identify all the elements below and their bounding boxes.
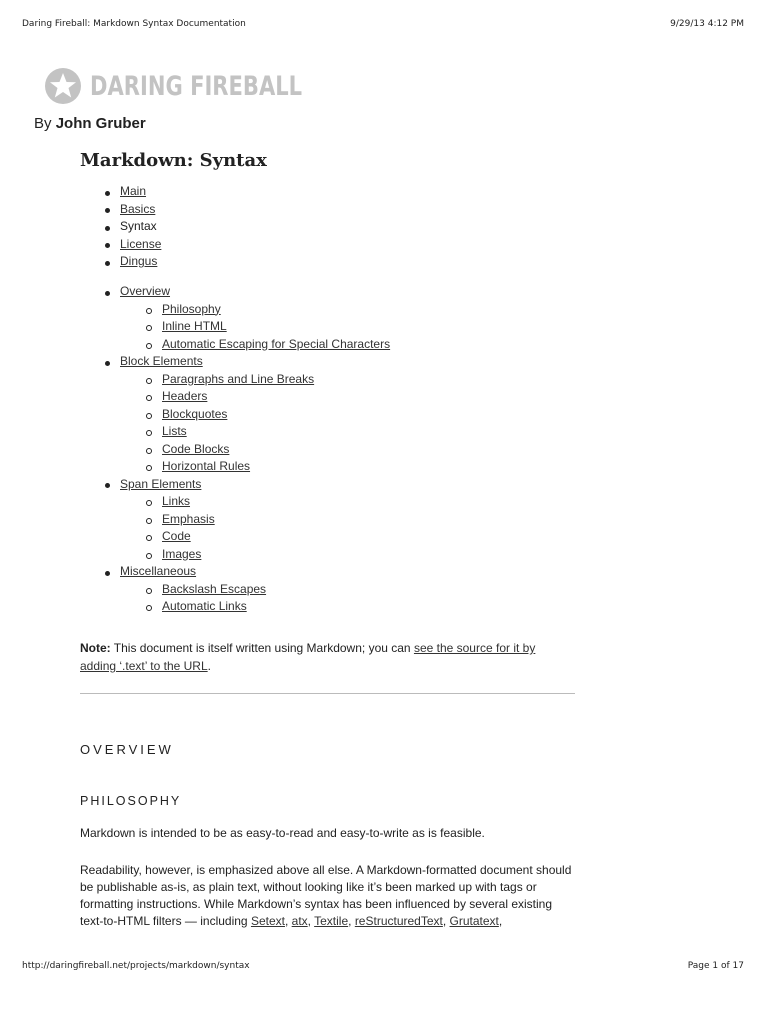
toc-item xyxy=(162,423,390,441)
toc-link-code[interactable]: Code xyxy=(162,529,191,543)
print-footer xyxy=(22,961,744,971)
table-of-contents xyxy=(120,283,390,616)
paragraph-readability-text: Readability, however, is emphasized above all else. A Markdown-formatted document should be publishable as-is, as plain text, without looking like it’s been marked up with tags or formatting instructions. While Markdown’s syntax has been influenced by several existing text-to-HTML filters — including xyxy=(80,863,572,928)
toc-section xyxy=(120,353,390,476)
toc-link-code-blocks[interactable]: Code Blocks xyxy=(162,441,230,456)
print-header-title: Daring Fireball: Markdown Syntax Documentation xyxy=(22,19,246,29)
toc-item xyxy=(162,441,390,459)
nav-item xyxy=(120,218,161,236)
note-paragraph xyxy=(80,639,570,675)
link-setext[interactable]: Setext xyxy=(250,914,285,928)
toc-item xyxy=(162,388,390,406)
toc-item xyxy=(162,336,390,354)
toc-link-automatic-links[interactable]: Automatic Links xyxy=(162,599,247,613)
nav-link-main[interactable]: Main xyxy=(120,184,147,198)
note-label: Note: xyxy=(80,641,111,655)
byline-author: John Gruber xyxy=(55,115,146,132)
link-atx[interactable]: atx xyxy=(291,914,308,928)
toc-item xyxy=(162,318,390,336)
byline xyxy=(34,115,146,132)
nav-item xyxy=(120,253,161,271)
toc-item xyxy=(162,458,390,476)
paragraph-intro: Markdown is intended to be as easy-to-read and easy-to-write as is feasible. xyxy=(80,826,485,840)
nav-link-basics[interactable]: Basics xyxy=(120,201,156,216)
print-footer-page: Page 1 of 17 xyxy=(687,961,744,971)
toc-link-automatic-escaping[interactable]: Automatic Escaping for Special Characters xyxy=(162,336,391,351)
nav-current-syntax: Syntax xyxy=(120,219,157,233)
philosophy-heading: PHILOSOPHY xyxy=(80,794,182,808)
toc-item xyxy=(162,581,390,599)
toc-link-emphasis[interactable]: Emphasis xyxy=(162,511,215,526)
byline-prefix: By xyxy=(34,115,52,132)
note-source-link[interactable]: see the source for it by adding ‘.text’ to the URL xyxy=(80,641,536,673)
star-icon xyxy=(44,67,82,105)
paragraph-trailing: , xyxy=(498,914,503,928)
toc-section xyxy=(120,563,390,616)
note-end: . xyxy=(207,659,211,673)
toc-item xyxy=(162,511,390,529)
nav-item xyxy=(120,236,161,254)
nav-link-dingus[interactable]: Dingus xyxy=(120,254,158,268)
site-logo[interactable] xyxy=(44,68,362,104)
nav-item xyxy=(120,183,161,201)
print-footer-url: http://daringfireball.net/projects/markdown/syntax xyxy=(22,961,250,971)
toc-item xyxy=(162,406,390,424)
paragraph-readability: Readability, however, is emphasized above all else. A Markdown-formatted document should be publishable as-is, as plain text, without looking like it’s been marked up with tags or formatting instructions. While Markdown’s syntax has been influenced by several existing text-to-HTML filters — including Setext, atx, Textile, reStructuredText, Grutatext, xyxy=(80,863,572,928)
toc-link-blockquotes[interactable]: Blockquotes xyxy=(162,406,228,421)
link-grutatext[interactable]: Grutatext xyxy=(449,914,499,928)
toc-link-miscellaneous[interactable]: Miscellaneous xyxy=(120,564,197,578)
toc-section xyxy=(120,476,390,564)
toc-section xyxy=(120,283,390,353)
nav-link-license[interactable]: License xyxy=(120,236,162,251)
toc-link-horizontal-rules[interactable]: Horizontal Rules xyxy=(162,459,251,473)
toc-link-span-elements[interactable]: Span Elements xyxy=(120,476,202,491)
toc-item xyxy=(162,598,390,616)
nav-item xyxy=(120,201,161,219)
logo-text: DARING FIREBALL xyxy=(90,70,303,102)
note-text: This document is itself written using Markdown; you can xyxy=(113,641,411,655)
print-header xyxy=(22,19,744,29)
toc-link-philosophy[interactable]: Philosophy xyxy=(162,301,221,316)
toc-link-headers[interactable]: Headers xyxy=(162,389,208,403)
toc-link-inline-html[interactable]: Inline HTML xyxy=(162,319,227,333)
toc-item xyxy=(162,301,390,319)
toc-item xyxy=(162,371,390,389)
print-header-datetime: 9/29/13 4:12 PM xyxy=(670,19,744,29)
toc-item xyxy=(162,493,390,511)
toc-link-paragraphs[interactable]: Paragraphs and Line Breaks xyxy=(162,371,315,386)
toc-link-backslash-escapes[interactable]: Backslash Escapes xyxy=(162,581,267,596)
toc-item xyxy=(162,546,390,564)
link-restructuredtext[interactable]: reStructuredText xyxy=(354,914,443,928)
nav-list xyxy=(120,183,161,271)
overview-heading: OVERVIEW xyxy=(80,742,174,757)
toc-link-links[interactable]: Links xyxy=(162,494,191,508)
toc-item xyxy=(162,528,390,546)
toc-link-overview[interactable]: Overview xyxy=(120,284,171,298)
toc-link-lists[interactable]: Lists xyxy=(162,424,187,438)
link-textile[interactable]: Textile xyxy=(314,914,349,928)
page-title: Markdown: Syntax xyxy=(80,150,267,171)
toc-link-images[interactable]: Images xyxy=(162,546,202,561)
horizontal-rule xyxy=(80,693,575,694)
toc-link-block-elements[interactable]: Block Elements xyxy=(120,354,203,368)
